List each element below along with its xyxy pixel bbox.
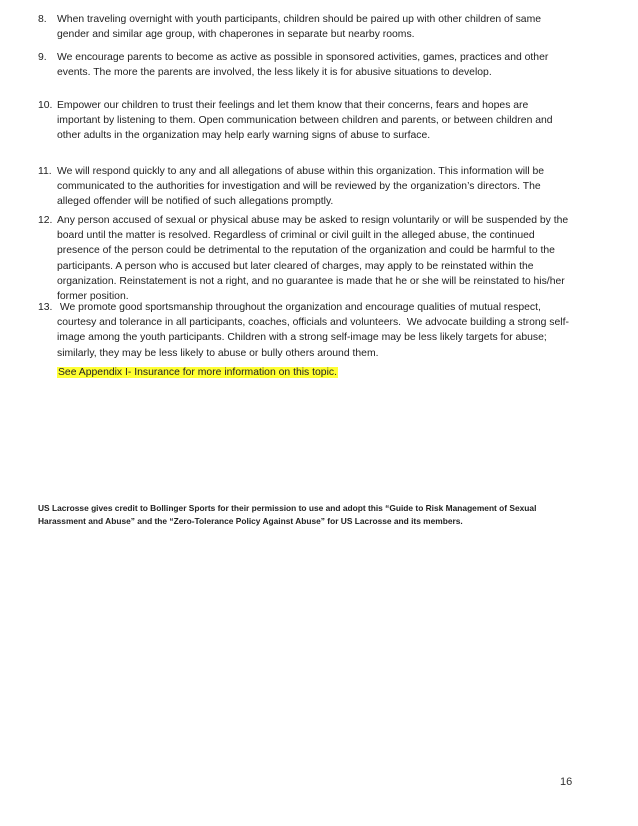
list-item-8 [38,12,583,42]
list-item-10 [38,98,583,144]
credit-line: Harassment and Abuse” and the “Zero-Tolerance Policy Against Abuse” for US Lacrosse and its members. [38,516,463,527]
item-text-line: similarly, they may be less likely to abuse or bully others around them. [57,347,379,359]
item-text-line: important by listening to them. Open communication between children and parents, or between children and [57,115,553,127]
item-text-line: We promote good sportsmanship throughout the organization and encourage qualities of mutual respect, [57,302,541,313]
item-text-line: board until the matter is resolved. Regardless of criminal or civil guilt in the alleged abuse, the continued [57,230,535,242]
credit-line: US Lacrosse gives credit to Bollinger Sports for their permission to use and adopt this “Guide to Risk Management of Sexual [38,503,537,513]
list-item-12 [38,213,583,304]
list-item-13 [38,300,583,361]
item-number: 11. [38,166,52,177]
item-text-line: events. The more the parents are involved, the less likely it is for abusive situations to develop. [57,67,492,79]
list-item-11 [38,164,583,210]
item-text-line: presence of the person could be detrimental to the reputation of the organization and could be harmful to the [57,245,555,257]
item-text-line: courtesy and tolerance in all participants, coaches, officials and volunteers. We advocate building a strong self- [57,317,569,329]
item-number: 12. [38,215,53,226]
item-number: 8. [38,14,47,25]
item-text-line: alleged offender will be notified of such allegations promptly. [57,196,334,208]
item-text-line: communicated to the authorities for investigation and will be reviewed by the organization’s directors. The [57,181,541,193]
item-text-line: image among the youth participants. Children with a strong self-image may be less likely targets for abuse; [57,332,547,344]
credit-notice [38,502,598,529]
item-text-line: former position. [57,291,129,303]
item-text-line: We will respond quickly to any and all allegations of abuse within this organization. This information will be [57,166,545,177]
item-text-line: gender and similar age group, with chaperones in separate but nearby rooms. [57,29,415,41]
item-text-line: We encourage parents to become as active as possible in sponsored activities, games, practices and other [57,52,549,63]
list-item-9 [38,50,583,80]
item-text-line: When traveling overnight with youth participants, children should be paired up with other children of same [57,14,542,25]
item-number: 13. [38,302,53,313]
item-text-line: participants. A person who is accused but later cleared of charges, may apply to be reinstated within the [57,260,534,272]
page-number: 16 [560,776,573,788]
item-text-line: other adults in the organization may help early warning signs of abuse to surface. [57,130,431,142]
appendix-note [57,365,338,380]
item-text-line: organization. Reinstatement is not a right, and no guarantee is made that he or she will be reinstated to his/her [57,275,565,287]
item-text-line: Any person accused of sexual or physical abuse may be asked to resign voluntarily or will be suspended by the [57,215,569,226]
highlighted-appendix-note: See Appendix I- Insurance for more information on this topic. [58,367,337,378]
item-text-line: Empower our children to trust their feelings and let them know that their concerns, fears and hopes are [57,100,529,111]
item-number: 10. [38,100,53,111]
item-number: 9. [38,52,47,63]
